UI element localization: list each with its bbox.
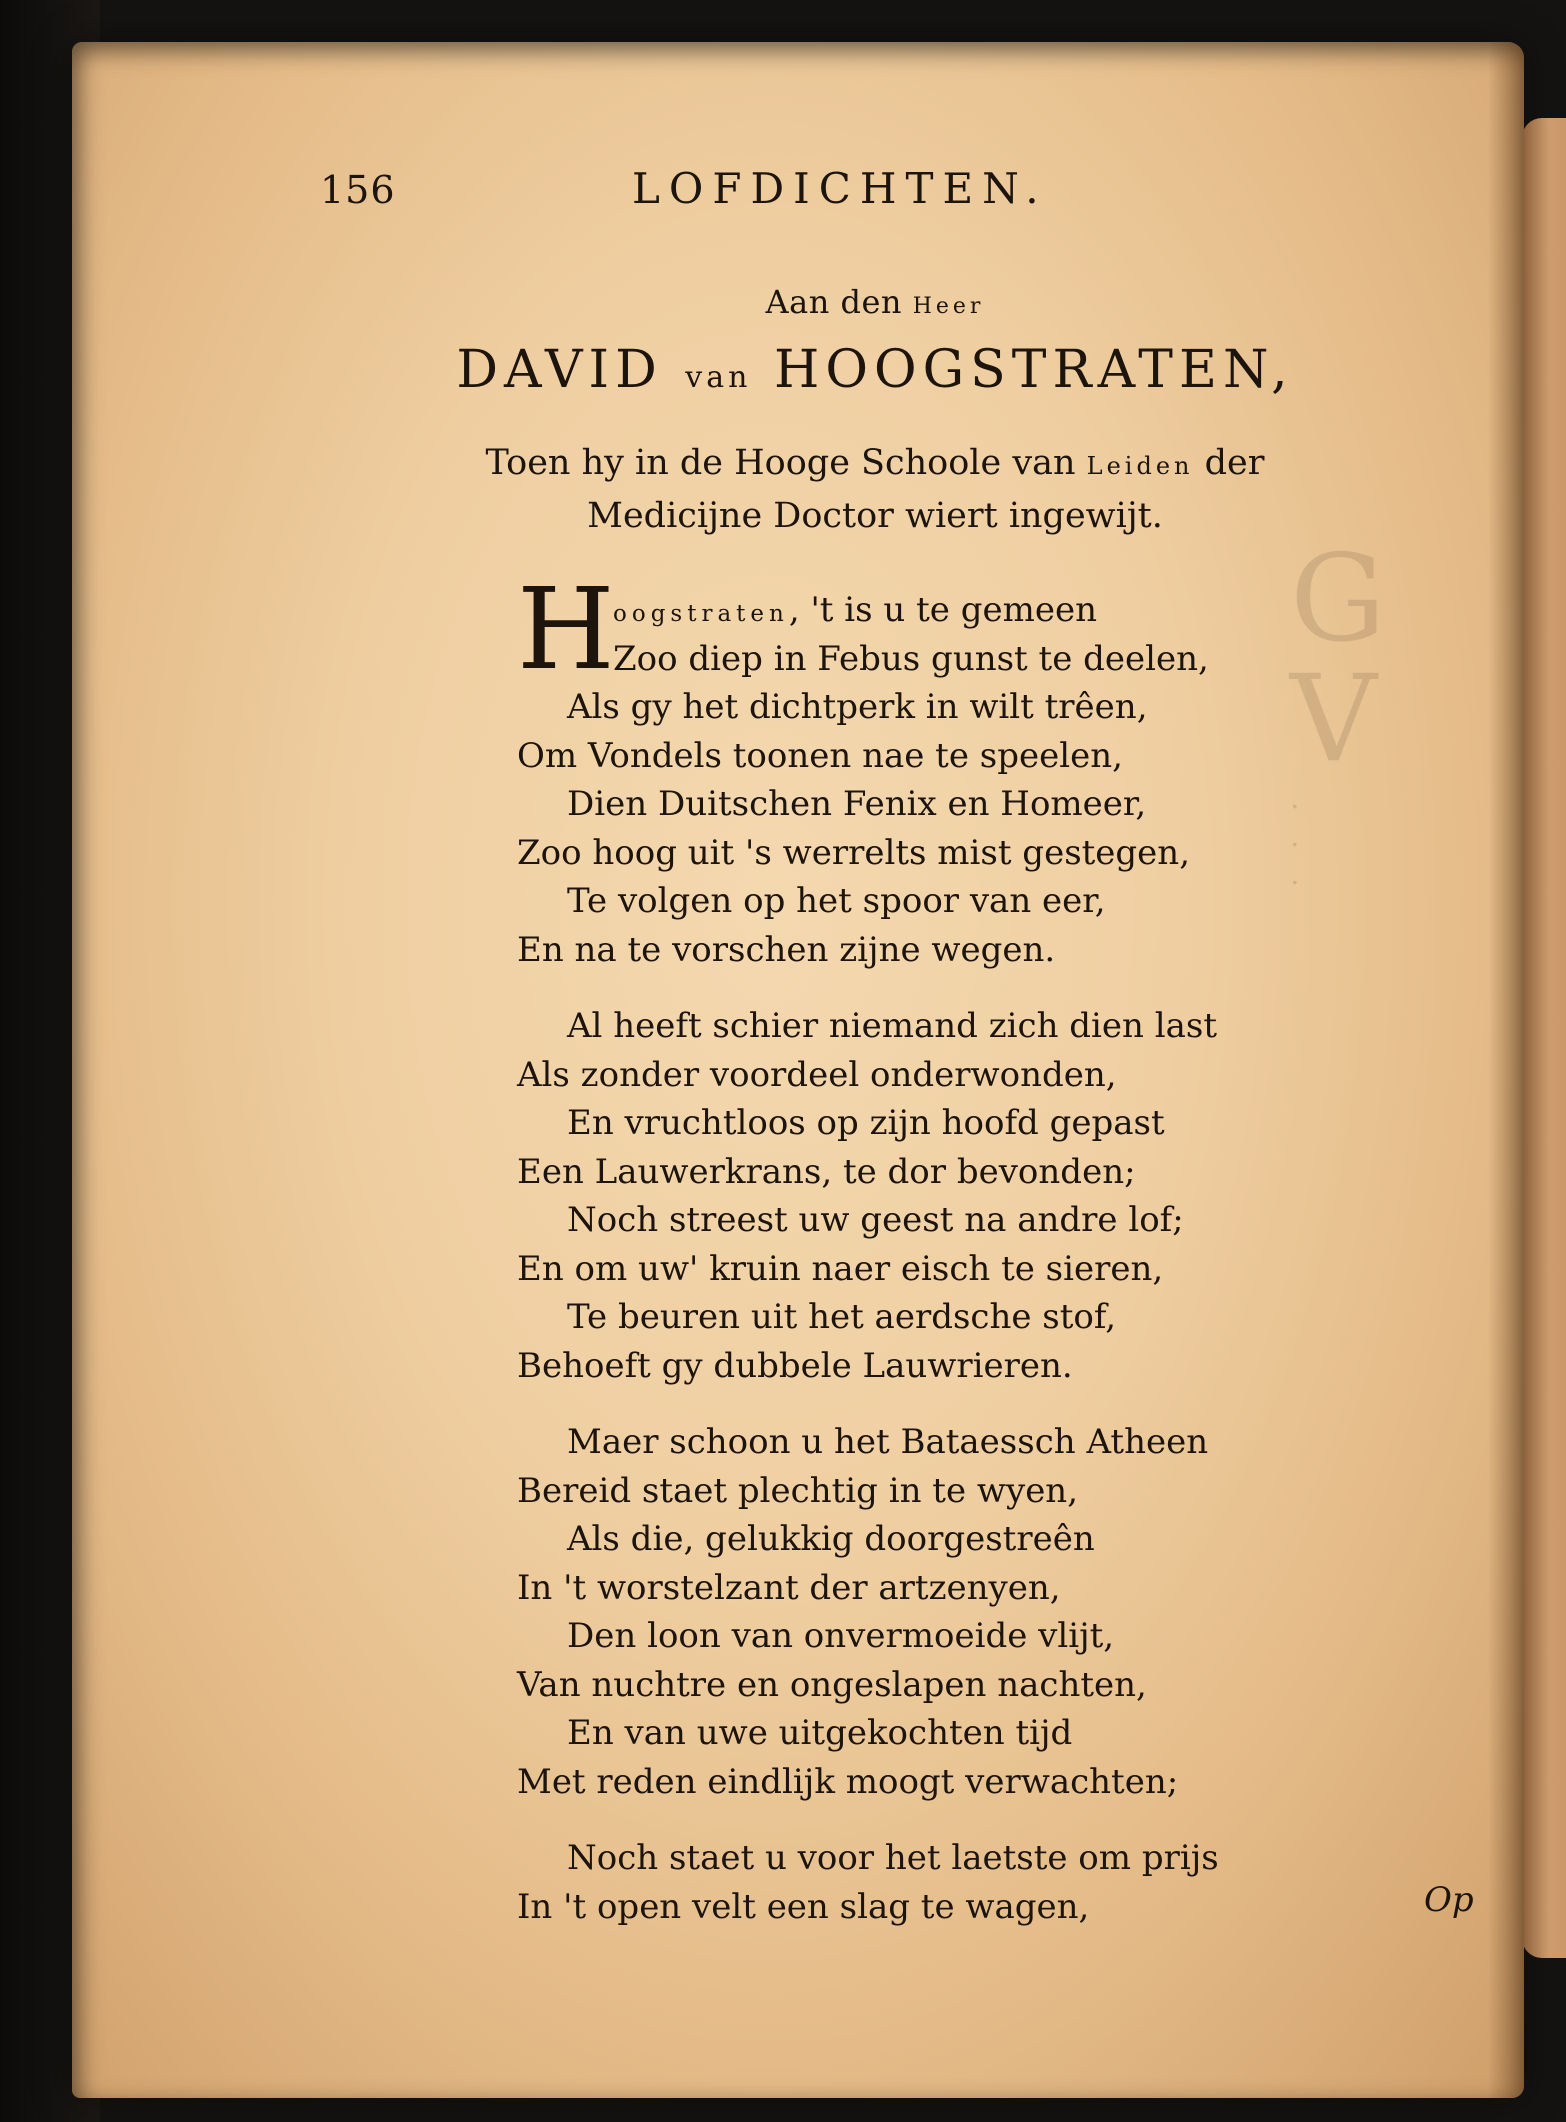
poem-body [517,586,1417,1959]
page-gutter [1488,42,1524,2098]
dedicatee-name [300,340,1450,400]
poem-line: Om Vondels toonen nae te speelen, [517,735,1123,776]
subtitle-line-1 [300,438,1450,491]
running-head [0,164,1566,224]
poem-line: In 't worstelzant der artzenyen, [517,1567,1061,1608]
running-title: LOFDICHTEN. [632,164,1048,213]
name-first: DAVID [456,340,686,400]
poem-line: En om uw' kruin naer eisch te sieren, [517,1248,1164,1289]
first-word: oogstraten [613,601,789,627]
poem-line: Als die, gelukkig doorgestreên [567,1519,1095,1559]
stanza-2 [517,1002,1417,1390]
name-particle: van [685,360,752,395]
stanza-3 [517,1418,1417,1806]
poem-line: Te volgen op het spoor van eer, [567,881,1106,921]
poem-line: Zoo hoog uit 's werrelts mist gestegen, [517,832,1191,873]
drop-cap: H [517,565,615,695]
facing-page-edge [1522,118,1566,1958]
poem-line: Als zonder voordeel onderwonden, [517,1054,1117,1095]
poem-line: Behoeft gy dubbele Lauwrieren. [517,1345,1073,1386]
subtitle-text: Toen hy in de Hooge Schoole van [485,443,1087,483]
poem-subtitle [300,438,1450,541]
page-number: 156 [320,168,396,212]
poem-line [517,586,1417,635]
poem-line: Noch streest uw geest na andre lof; [567,1200,1184,1240]
poem-line: Maer schoon u het Bataessch Atheen [567,1422,1209,1462]
poem-line: Bereid staet plechtig in te wyen, [517,1470,1079,1511]
poem-line: Van nuchtre en ongeslapen nachten, [517,1664,1147,1705]
poem-line: En van uwe uitgekochten tijd [567,1713,1073,1753]
poem-line: Den loon van onvermoeide vlijt, [567,1616,1115,1656]
dedication-prefix: Aan den [765,283,913,321]
poem-line: En vruchtloos op zijn hoofd gepast [567,1103,1165,1143]
poem-line: Te beuren uit het aerdsche stof, [567,1297,1117,1337]
show-through-text: G V . . . [1290,530,1386,892]
poem-line: Al heeft schier niemand zich dien last [567,1006,1218,1046]
poem-line: Dien Duitschen Fenix en Homeer, [567,784,1147,824]
subtitle-text-end: der [1193,443,1265,483]
subtitle-line-2: Medicijne Doctor wiert ingewijt. [587,496,1163,536]
catchword: Op [1424,1880,1474,1920]
poem-line: Zoo diep in Febus gunst te deelen, [613,638,1209,679]
dedication-title: Heer [912,294,985,319]
name-last: HOOGSTRATEN, [751,340,1294,400]
dedication-line [300,283,1450,321]
poem-line: Met reden eindlijk moogt verwachten; [517,1761,1179,1802]
poem-line: In 't open velt een slag te wagen, [517,1886,1090,1927]
line-text: , 't is u te gemeen [788,590,1097,630]
subtitle-place: Leiden [1086,452,1194,480]
poem-line: Een Lauwerkrans, te dor bevonden; [517,1151,1136,1192]
poem-line: En na te vorschen zijne wegen. [517,929,1056,970]
poem-line: Als gy het dichtperk in wilt trêen, [567,687,1148,727]
stanza-1 [517,586,1417,974]
stanza-4 [517,1834,1417,1931]
poem-line: Noch staet u voor het laetste om prijs [567,1838,1219,1878]
